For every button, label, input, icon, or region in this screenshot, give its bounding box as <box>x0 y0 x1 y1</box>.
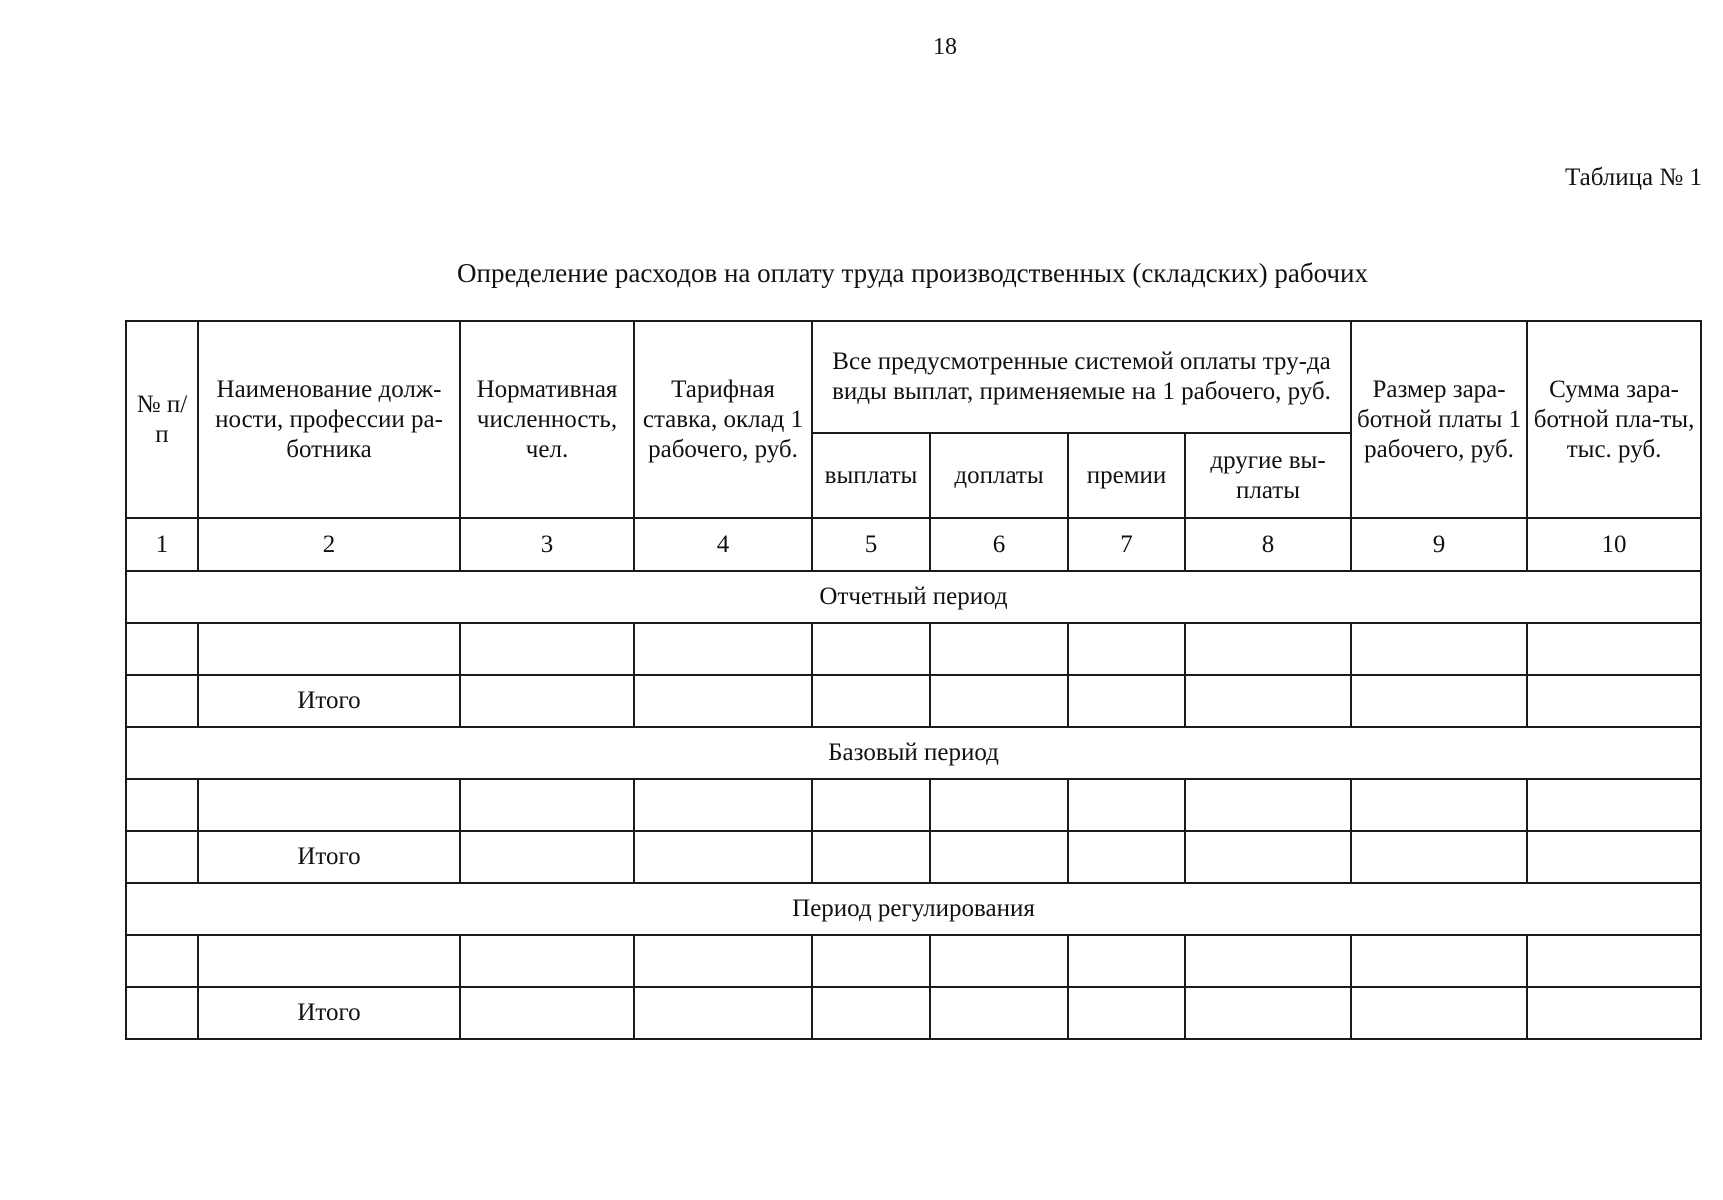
table-cell <box>460 831 634 883</box>
labor-cost-table <box>125 320 1702 1040</box>
column-number: 2 <box>198 518 460 571</box>
table-cell <box>812 987 930 1039</box>
table-cell <box>1068 623 1185 675</box>
table-cell <box>812 779 930 831</box>
column-number: 3 <box>460 518 634 571</box>
table-cell <box>930 623 1068 675</box>
table-cell <box>460 675 634 727</box>
table-cell <box>634 779 812 831</box>
table-cell <box>126 779 198 831</box>
header-salary-per-worker: Размер зара-ботной платы 1 рабочего, руб. <box>1351 321 1527 518</box>
table-cell <box>1068 831 1185 883</box>
section-title: Отчетный период <box>126 571 1701 623</box>
table-cell <box>1351 831 1527 883</box>
table-cell <box>1351 779 1527 831</box>
header-surcharges: доплаты <box>930 433 1068 518</box>
table-cell <box>930 987 1068 1039</box>
table-cell <box>126 675 198 727</box>
table-cell <box>1185 675 1351 727</box>
table-row <box>126 935 1701 987</box>
table-cell <box>930 779 1068 831</box>
section-title: Период регулирования <box>126 883 1701 935</box>
column-number: 5 <box>812 518 930 571</box>
table-cell <box>126 831 198 883</box>
document-title: Определение расходов на оплату труда производственных (складских) рабочих <box>457 258 1368 288</box>
header-position: Наименование долж-ности, профессии ра-ботника <box>198 321 460 518</box>
column-number: 10 <box>1527 518 1701 571</box>
section-row <box>126 727 1701 779</box>
table-cell <box>930 935 1068 987</box>
total-row <box>126 831 1701 883</box>
header-tariff-rate: Тарифная ставка, оклад 1 рабочего, руб. <box>634 321 812 518</box>
table-row <box>126 779 1701 831</box>
table-cell <box>1185 987 1351 1039</box>
column-number: 8 <box>1185 518 1351 571</box>
table-cell <box>812 831 930 883</box>
table-cell <box>634 675 812 727</box>
table-cell <box>930 675 1068 727</box>
table-cell <box>1527 675 1701 727</box>
total-label: Итого <box>198 987 460 1039</box>
table-cell <box>1068 987 1185 1039</box>
section-row <box>126 571 1701 623</box>
table-cell <box>930 831 1068 883</box>
table-cell <box>1185 935 1351 987</box>
table-cell <box>1185 831 1351 883</box>
table-row <box>126 623 1701 675</box>
column-number-row <box>126 518 1701 571</box>
table-cell <box>460 987 634 1039</box>
table-cell <box>1068 779 1185 831</box>
header-payments: выплаты <box>812 433 930 518</box>
column-number: 9 <box>1351 518 1527 571</box>
header-other-payments: другие вы-платы <box>1185 433 1351 518</box>
table-cell <box>126 935 198 987</box>
column-number: 6 <box>930 518 1068 571</box>
table-cell <box>1351 935 1527 987</box>
table-cell <box>126 987 198 1039</box>
header-bonuses: премии <box>1068 433 1185 518</box>
header-headcount: Нормативная численность, чел. <box>460 321 634 518</box>
table-cell <box>460 623 634 675</box>
header-number: № п/п <box>126 321 198 518</box>
table-cell <box>1351 675 1527 727</box>
header-row <box>126 321 1701 433</box>
table-cell <box>634 935 812 987</box>
table-cell <box>1527 987 1701 1039</box>
table-cell <box>1068 935 1185 987</box>
table-caption: Таблица № 1 <box>1564 164 1702 191</box>
table-cell <box>126 623 198 675</box>
table-cell <box>812 623 930 675</box>
table-cell <box>198 779 460 831</box>
table-cell <box>1351 987 1527 1039</box>
table-cell <box>1527 831 1701 883</box>
table-cell <box>634 987 812 1039</box>
table-cell <box>1351 623 1527 675</box>
page-number: 18 <box>933 34 957 60</box>
total-label: Итого <box>198 675 460 727</box>
table-cell <box>1185 623 1351 675</box>
table-cell <box>198 623 460 675</box>
table-cell <box>460 779 634 831</box>
section-title: Базовый период <box>126 727 1701 779</box>
column-number: 1 <box>126 518 198 571</box>
table-cell <box>634 623 812 675</box>
table-cell <box>812 675 930 727</box>
total-label: Итого <box>198 831 460 883</box>
table-cell <box>1527 623 1701 675</box>
column-number: 4 <box>634 518 812 571</box>
table-cell <box>460 935 634 987</box>
total-row <box>126 987 1701 1039</box>
table-cell <box>198 935 460 987</box>
table-cell <box>1527 779 1701 831</box>
header-salary-total: Сумма зара-ботной пла-ты, тыс. руб. <box>1527 321 1701 518</box>
total-row <box>126 675 1701 727</box>
table-cell <box>1185 779 1351 831</box>
table-cell <box>812 935 930 987</box>
header-payments-group: Все предусмотренные системой оплаты тру-да виды выплат, применяемые на 1 рабочего, руб. <box>812 321 1351 433</box>
column-number: 7 <box>1068 518 1185 571</box>
section-row <box>126 883 1701 935</box>
table-cell <box>1527 935 1701 987</box>
table-cell <box>634 831 812 883</box>
table-cell <box>1068 675 1185 727</box>
